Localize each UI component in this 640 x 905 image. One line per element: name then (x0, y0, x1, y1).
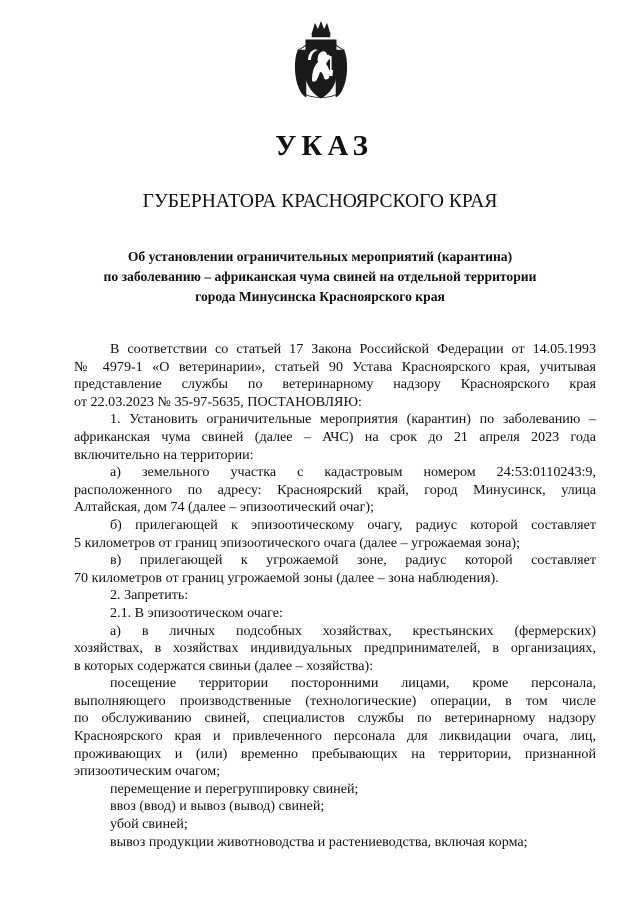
body-line: № 4979-1 «О ветеринарии», статьей 90 Устава Красноярского края, учитывая (74, 358, 596, 375)
body-line: Алтайская, дом 74 (далее – эпизоотический очаг); (74, 499, 374, 516)
body-line: представление службы по ветеринарному надзору Красноярского края (74, 376, 596, 393)
issuer-heading: ГУБЕРНАТОРА КРАСНОЯРСКОГО КРАЯ (142, 191, 498, 212)
body-line: африканская чума свиней (далее – АЧС) на срок до 21 апреля 2023 года (74, 428, 596, 445)
body-line: хозяйствах, в хозяйствах индивидуальных предпринимателей, в организациях, (74, 640, 596, 657)
body-line: по обслуживанию свиней, специалистов службы по ветеринарному надзору (74, 710, 596, 727)
body-line: включительно на территории: (74, 446, 254, 463)
subject-line: по заболеванию – африканская чума свиней на отдельной территории (103, 269, 537, 284)
body-line: расположенного по адресу: Красноярский край, город Минусинск, улица (74, 481, 596, 498)
body-line: В соответствии со статьей 17 Закона Российской Федерации от 14.05.1993 (110, 341, 596, 357)
body-line: 5 километров от границ эпизоотического очага (далее – угрожаемая зона); (74, 534, 520, 551)
body-line: от 22.03.2023 № 35-97-5635, ПОСТАНОВЛЯЮ: (74, 393, 362, 410)
document-title: УКАЗ (275, 130, 373, 162)
body-line: перемещение и перегруппировку свиней; (110, 780, 359, 797)
body-line: а) в личных подсобных хозяйствах, крестьянских (фермерских) (110, 622, 596, 639)
krasnoyarsk-krai-coat-of-arms-icon (292, 20, 350, 102)
body-line: ввоз (ввод) и вывоз (вывод) свиней; (110, 798, 325, 815)
body-line: б) прилегающей к эпизоотическому очагу, радиус которой составляет (110, 516, 596, 533)
body-line: эпизоотическим очагом; (74, 763, 221, 780)
body-line: в) прилегающей к угрожаемой зоне, радиус которой составляет (110, 552, 596, 569)
body-line: 2.1. В эпизоотическом очаге: (110, 604, 283, 621)
decree-body (74, 341, 596, 851)
body-line: убой свиней; (110, 816, 188, 833)
decree-subject (60, 247, 580, 307)
body-line: 70 километров от границ угрожаемой зоны (далее – зона наблюдения). (74, 569, 499, 586)
subject-line: города Минусинска Красноярского края (195, 289, 445, 304)
body-line: выполняющего производственные (технологические) операции, в том числе (74, 692, 596, 709)
body-line: проживающих и (или) временно пребывающих на территории, признанной (74, 745, 596, 762)
body-line: Красноярского края и привлеченного персонала для ликвидации очага, лиц, (74, 728, 596, 745)
body-line: а) земельного участка с кадастровым номером 24:53:0110243:9, (110, 464, 596, 481)
body-line: посещение территории посторонними лицами, кроме персонала, (110, 675, 596, 692)
body-line: в которых содержатся свиньи (далее – хозяйства): (74, 657, 374, 674)
body-line: 1. Установить ограничительные мероприятия (карантин) по заболеванию – (110, 411, 596, 428)
body-line: 2. Запретить: (110, 587, 189, 604)
subject-line: Об установлении ограничительных мероприятий (карантина) (127, 249, 513, 264)
body-line: вывоз продукции животноводства и растениеводства, включая корма; (110, 833, 528, 850)
